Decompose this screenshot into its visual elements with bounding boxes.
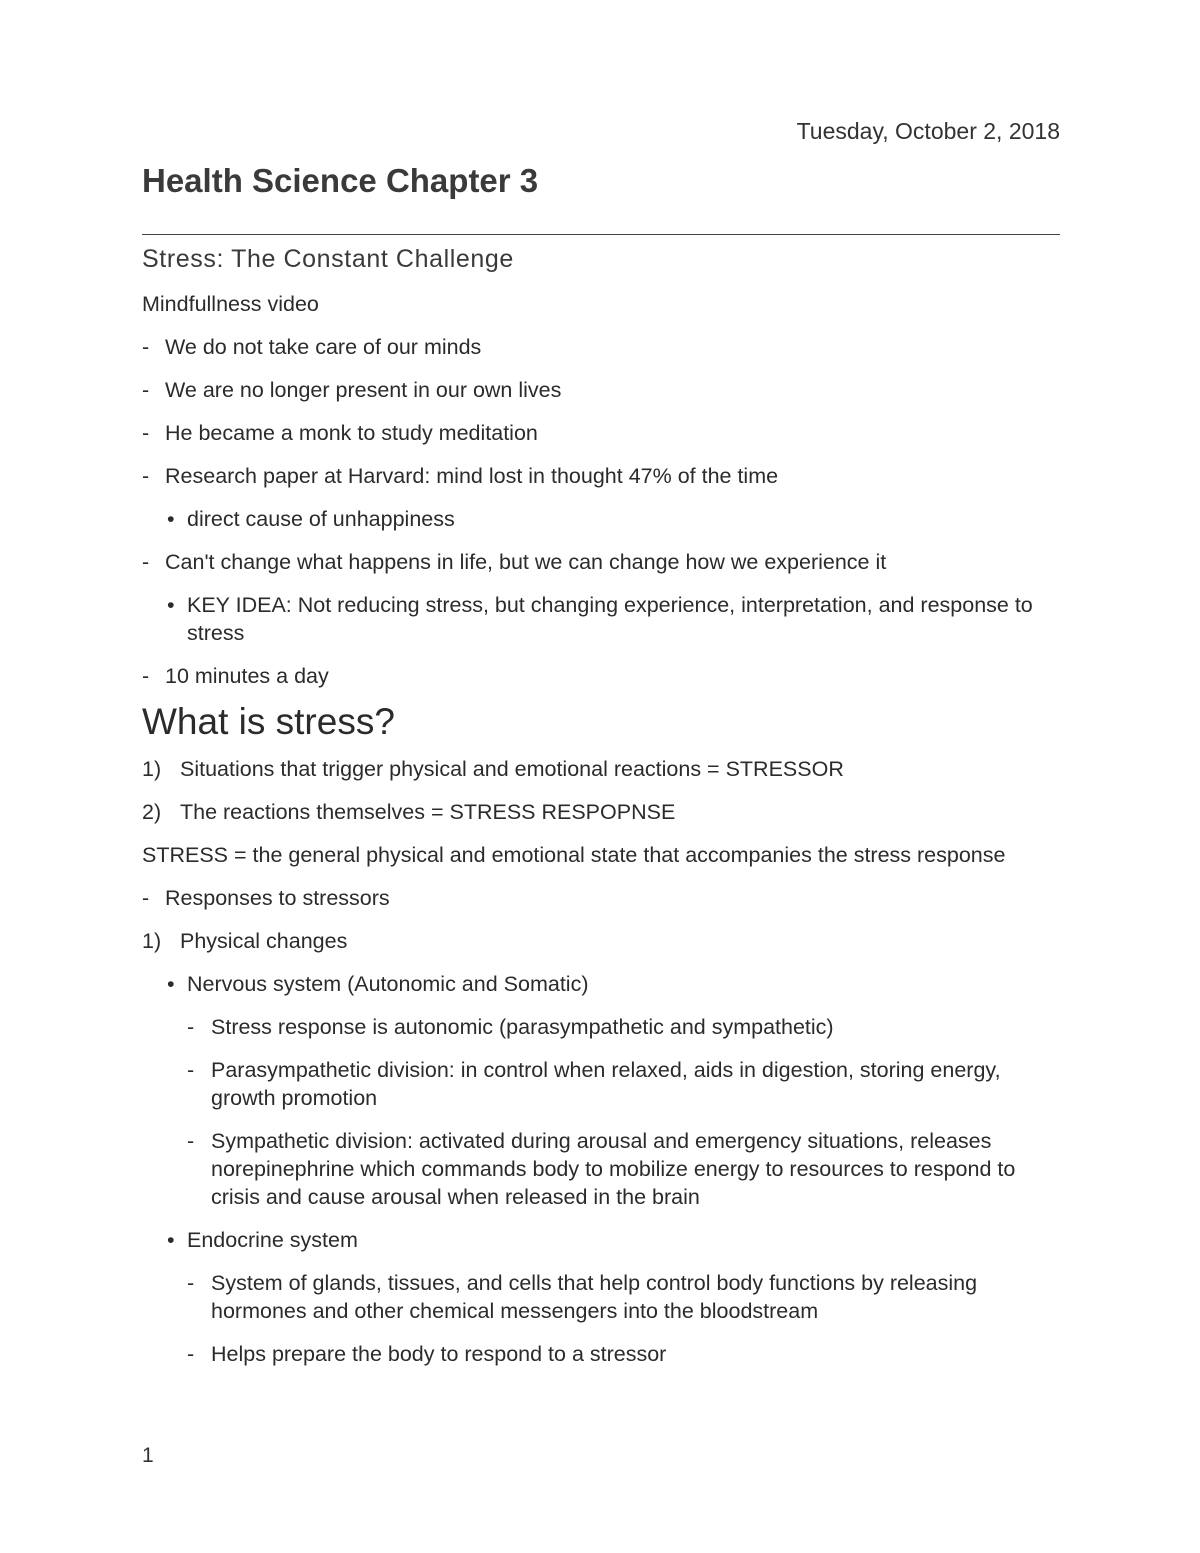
dash-list-item [142,884,1060,912]
list-item-text: He became a monk to study meditation [165,421,538,445]
sub-dash-list-item [142,1269,1060,1325]
dash-list-item [142,419,1060,447]
dash-marker: - [142,886,150,910]
bullet-marker: • [167,972,175,996]
dash-list-item [142,333,1060,361]
dash-list-item [142,376,1060,404]
bullet-marker: • [167,1228,175,1252]
list-item-text: Situations that trigger physical and emotional reactions = STRESSOR [180,757,844,781]
dash-list-item [142,548,1060,576]
number-marker: 2) [142,800,162,824]
dash-marker: - [187,1271,195,1295]
list-item-text: Sympathetic division: activated during arousal and emergency situations, releases norepinephrine which commands body to mobilize energy to resources to respond to crisis and cause arousal when released in the brain [211,1129,1016,1209]
list-item-text: Research paper at Harvard: mind lost in thought 47% of the time [165,464,779,488]
sub-dash-list-item [142,1340,1060,1368]
list-item-text: direct cause of unhappiness [187,507,455,531]
numbered-list-item [142,927,1060,955]
list-item-text: Parasympathetic division: in control when relaxed, aids in digestion, storing energy, growth promotion [211,1058,1001,1110]
numbered-list-item [142,755,1060,783]
list-item-text: Nervous system (Autonomic and Somatic) [187,972,589,996]
list-item-text: Endocrine system [187,1228,358,1252]
bullet-list-item [142,505,1060,533]
numbered-list-item [142,798,1060,826]
section-subtitle: Stress: The Constant Challenge [142,245,514,273]
bullet-list-item [142,970,1060,998]
bullet-list-item [142,591,1060,647]
dash-marker: - [142,378,150,402]
list-item-text: The reactions themselves = STRESS RESPOPNSE [180,800,676,824]
list-item-text: 10 minutes a day [165,664,329,688]
list-item-text: We are no longer present in our own lives [165,378,562,402]
title-divider [142,234,1060,235]
page-number: 1 [142,1444,154,1467]
dash-marker: - [142,550,150,574]
list-item-text: KEY IDEA: Not reducing stress, but changing experience, interpretation, and response to stress [187,593,1033,645]
dash-marker: - [142,421,150,445]
list-item-text: System of glands, tissues, and cells that help control body functions by releasing hormones and other chemical messengers into the bloodstream [211,1271,978,1323]
document-date: Tuesday, October 2, 2018 [796,118,1060,144]
notes-line [142,290,1060,318]
dash-marker: - [142,335,150,359]
number-marker: 1) [142,757,162,781]
section-heading [142,701,1060,743]
bullet-marker: • [167,507,175,531]
list-item-text: Can't change what happens in life, but we can change how we experience it [165,550,887,574]
bullet-marker: • [167,593,175,617]
dash-list-item [142,462,1060,490]
list-item-text: Responses to stressors [165,886,390,910]
notes-line [142,841,1060,869]
sub-dash-list-item [142,1013,1060,1041]
dash-marker: - [187,1058,195,1082]
sub-dash-list-item [142,1127,1060,1211]
section-heading-text: What is stress? [142,701,395,742]
list-item-text: Helps prepare the body to respond to a stressor [211,1342,667,1366]
list-item-text: Stress response is autonomic (parasympathetic and sympathetic) [211,1015,834,1039]
list-item-text: Physical changes [180,929,348,953]
dash-marker: - [142,464,150,488]
number-marker: 1) [142,929,162,953]
notes-body [142,290,1060,1383]
notes-line-text: Mindfullness video [142,292,319,316]
dash-marker: - [142,664,150,688]
bullet-list-item [142,1226,1060,1254]
document-title: Health Science Chapter 3 [142,162,539,199]
sub-dash-list-item [142,1056,1060,1112]
dash-list-item [142,662,1060,690]
dash-marker: - [187,1015,195,1039]
dash-marker: - [187,1342,195,1366]
list-item-text: We do not take care of our minds [165,335,482,359]
dash-marker: - [187,1129,195,1153]
notes-line-text: STRESS = the general physical and emotional state that accompanies the stress response [142,843,1006,867]
